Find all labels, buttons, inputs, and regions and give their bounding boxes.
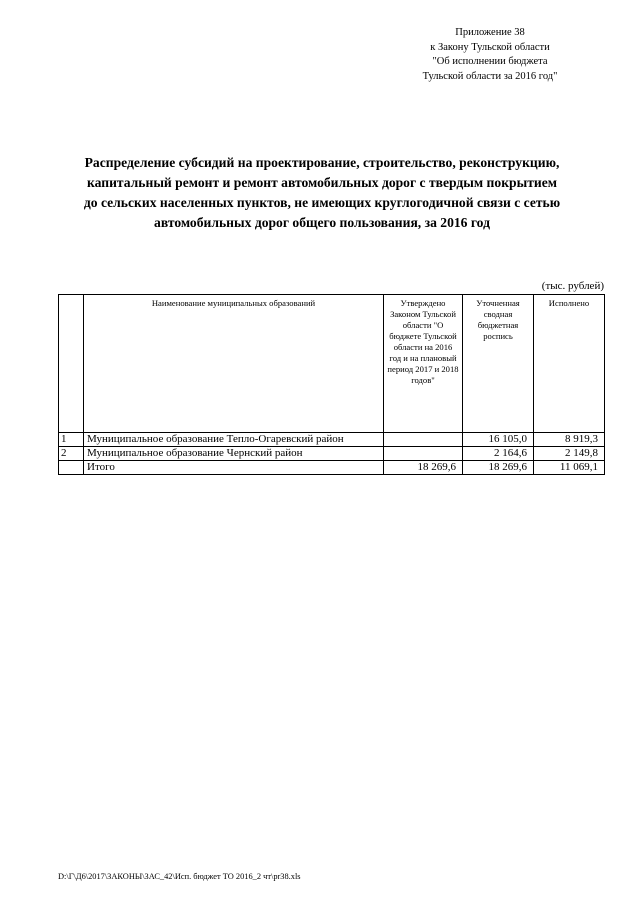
row-refined: 16 105,0: [463, 433, 534, 447]
document-title: [60, 153, 584, 233]
row-executed: 2 149,8: [534, 447, 605, 461]
row-name: Итого: [84, 461, 384, 475]
title-line: автомобильных дорог общего пользования, за 2016 год: [154, 215, 490, 230]
title-line: Распределение субсидий на проектирование, строительство, реконструкцию,: [84, 155, 560, 170]
row-num: [59, 461, 84, 475]
header-refined: Уточненная сводная бюджетная роспись: [463, 295, 534, 433]
row-num: 2: [59, 447, 84, 461]
appendix-line: Тульской области за 2016 год": [422, 70, 558, 82]
subsidy-table: [58, 294, 605, 475]
row-refined: 2 164,6: [463, 447, 534, 461]
row-name: Муниципальное образование Тепло-Огаревский район: [84, 433, 384, 447]
header-name: Наименование муниципальных образований: [84, 295, 384, 433]
title-line: капитальный ремонт и ремонт автомобильных дорог с твердым покрытием: [87, 175, 557, 190]
header-approved: Утверждено Законом Тульской области "О бюджете Тульской области на 2016 год и на плановый период 2017 и 2018 годов": [384, 295, 463, 433]
row-name: Муниципальное образование Чернский район: [84, 447, 384, 461]
header-executed: Исполнено: [534, 295, 605, 433]
row-approved: [384, 447, 463, 461]
row-executed: 8 919,3: [534, 433, 605, 447]
table-row: [59, 447, 605, 461]
file-path-footer: D:\Г\Д6\2017\ЗАКОНЫ\ЗАС_42\Исп. бюджет ТО 2016_2 чт\pr38.xls: [58, 872, 301, 881]
appendix-line: Приложение 38: [455, 27, 525, 38]
row-approved: [384, 433, 463, 447]
appendix-line: к Закону Тульской области: [430, 41, 550, 53]
row-executed: 11 069,1: [534, 461, 605, 475]
appendix-line: "Об исполнении бюджета: [432, 56, 548, 67]
table-total-row: [59, 461, 605, 475]
row-refined: 18 269,6: [463, 461, 534, 475]
table-row: [59, 433, 605, 447]
table-header-row: [59, 295, 605, 433]
row-approved: 18 269,6: [384, 461, 463, 475]
row-num: 1: [59, 433, 84, 447]
title-line: до сельских населенных пунктов, не имеющих круглогодичной связи с сетью: [83, 195, 561, 210]
units-label: (тыс. рублей): [541, 280, 604, 292]
appendix-note: [400, 26, 580, 84]
header-num: [59, 295, 84, 433]
